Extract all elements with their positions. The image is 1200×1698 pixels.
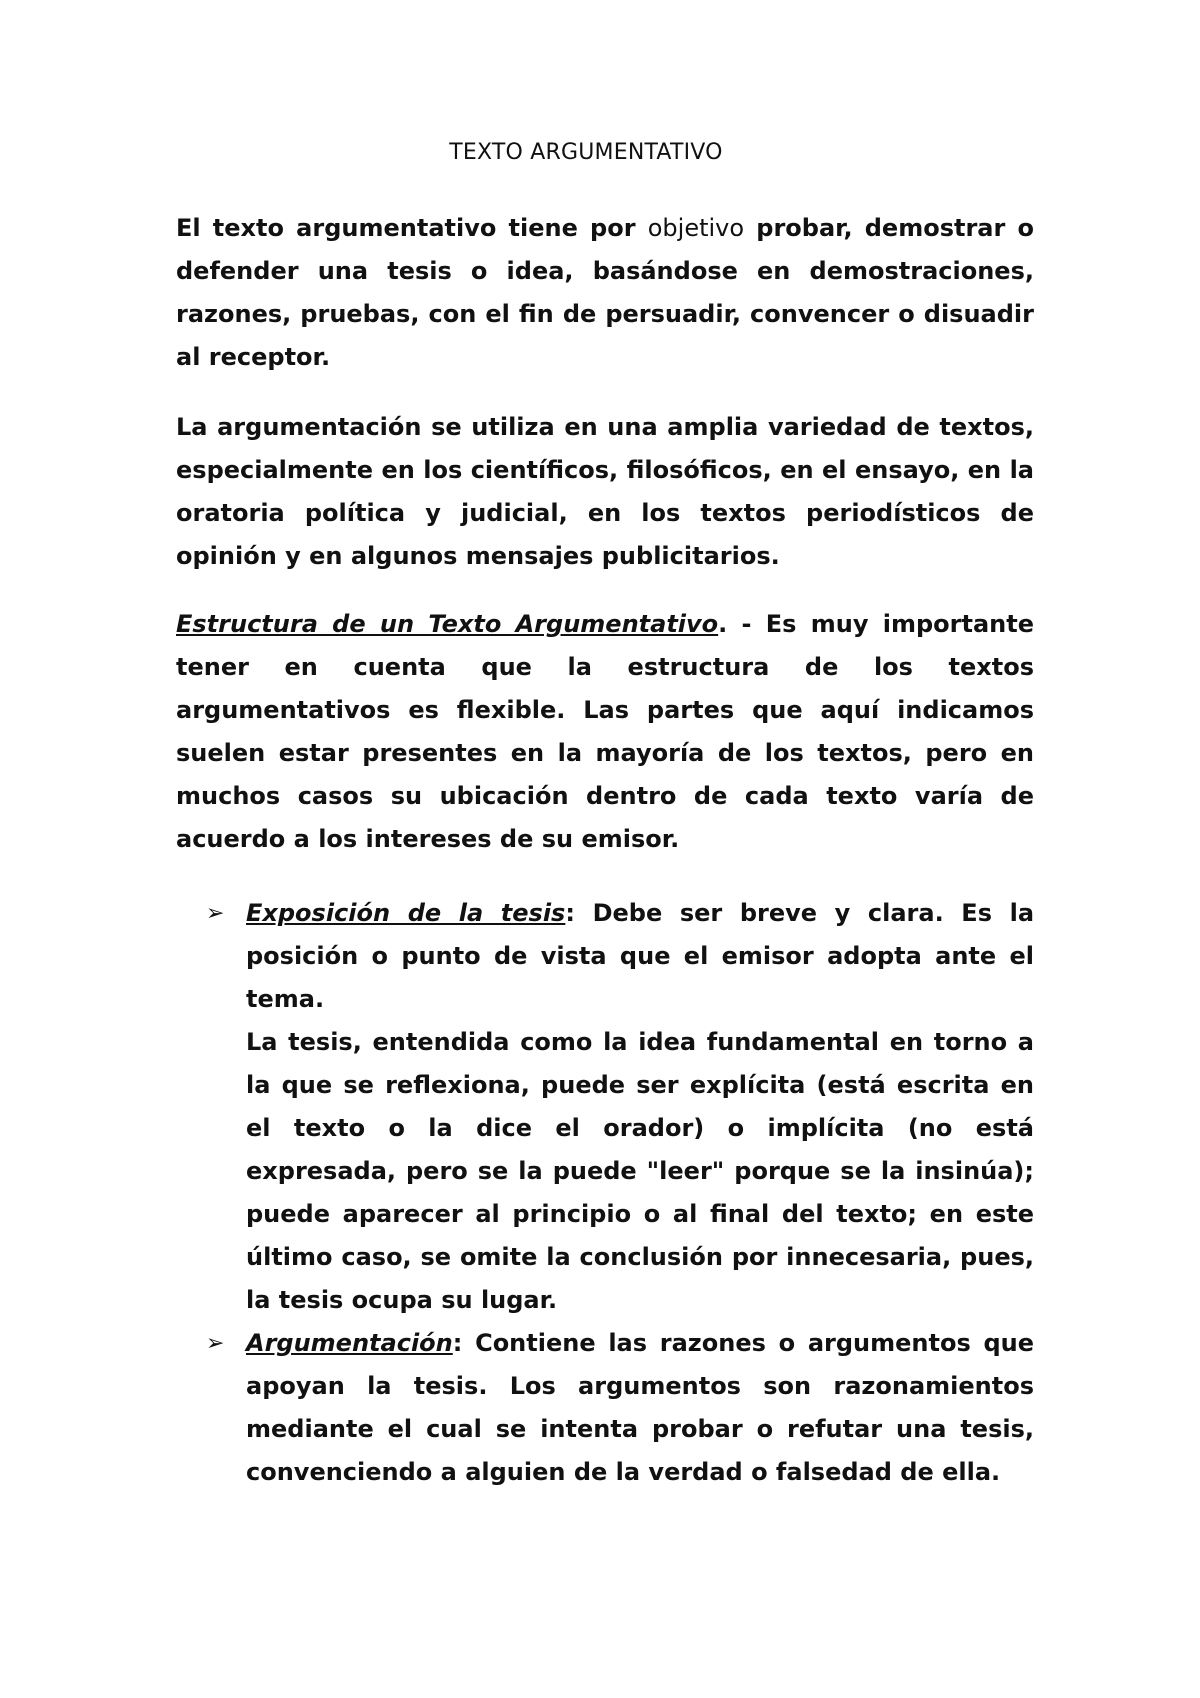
arrow-bullet-icon: ➢ bbox=[206, 901, 225, 926]
paragraph-definition bbox=[176, 207, 1034, 379]
paragraph-structure bbox=[176, 603, 1034, 861]
thesis-text-block bbox=[246, 892, 1034, 1021]
paragraph-definition-normal-word: objetivo bbox=[647, 214, 745, 242]
structure-heading: Estructura de un Texto Argumentativo bbox=[176, 610, 719, 638]
structure-separator: . - bbox=[718, 610, 766, 638]
paragraph-definition-part1: El texto argumentativo tiene por bbox=[176, 214, 648, 242]
list-item-thesis bbox=[176, 892, 1034, 1322]
argumentation-heading: Argumentación bbox=[246, 1329, 453, 1357]
arrow-bullet-icon: ➢ bbox=[206, 1331, 225, 1356]
list-item-argumentation bbox=[176, 1322, 1034, 1494]
document-title: TEXTO ARGUMENTATIVO bbox=[449, 140, 723, 165]
argumentation-colon: : bbox=[452, 1329, 476, 1357]
thesis-extra-text: La tesis, entendida como la idea fundamental en torno a la que se reflexiona, puede ser explícita (está escrita en el texto o la dice el orador) o implícita (no está expresada, pero se la puede "leer" porque se la insinúa); puede aparecer al principio o al final del texto; en este último caso, se omite la conclusión por innecesaria, pues, la tesis ocupa su lugar. bbox=[246, 1028, 1034, 1314]
thesis-colon: : bbox=[565, 899, 593, 927]
argumentation-text-block bbox=[246, 1322, 1034, 1494]
paragraph-definition-part2: probar, demostrar o defender una tesis o idea, basándose en demostraciones, razones, pruebas, con el fin de persuadir, convencer o disuadir al receptor. bbox=[176, 214, 1034, 371]
thesis-heading: Exposición de la tesis bbox=[246, 899, 566, 927]
structure-bullet-list bbox=[176, 892, 1034, 1494]
thesis-text: Debe ser breve y clara. Es la posición o punto de vista que el emisor adopta ante el tema. bbox=[246, 899, 1035, 1013]
paragraph-usage: La argumentación se utiliza en una amplia variedad de textos, especialmente en los científicos, filosóficos, en el ensayo, en la oratoria política y judicial, en los textos periodísticos de opinión y en algunos mensajes publicitarios. bbox=[176, 413, 1034, 570]
structure-text: Es muy importante tener en cuenta que la estructura de los textos argumentativos es flexible. Las partes que aquí indicamos suelen estar presentes en la mayoría de los textos, pero en muchos casos su ubicación dentro de cada texto varía de acuerdo a los intereses de su emisor. bbox=[176, 610, 1034, 853]
argumentation-text: Contiene las razones o argumentos que apoyan la tesis. Los argumentos son razonamientos mediante el cual se intenta probar o refutar una tesis, convenciendo a alguien de la verdad o falsedad de ella. bbox=[246, 1329, 1035, 1486]
